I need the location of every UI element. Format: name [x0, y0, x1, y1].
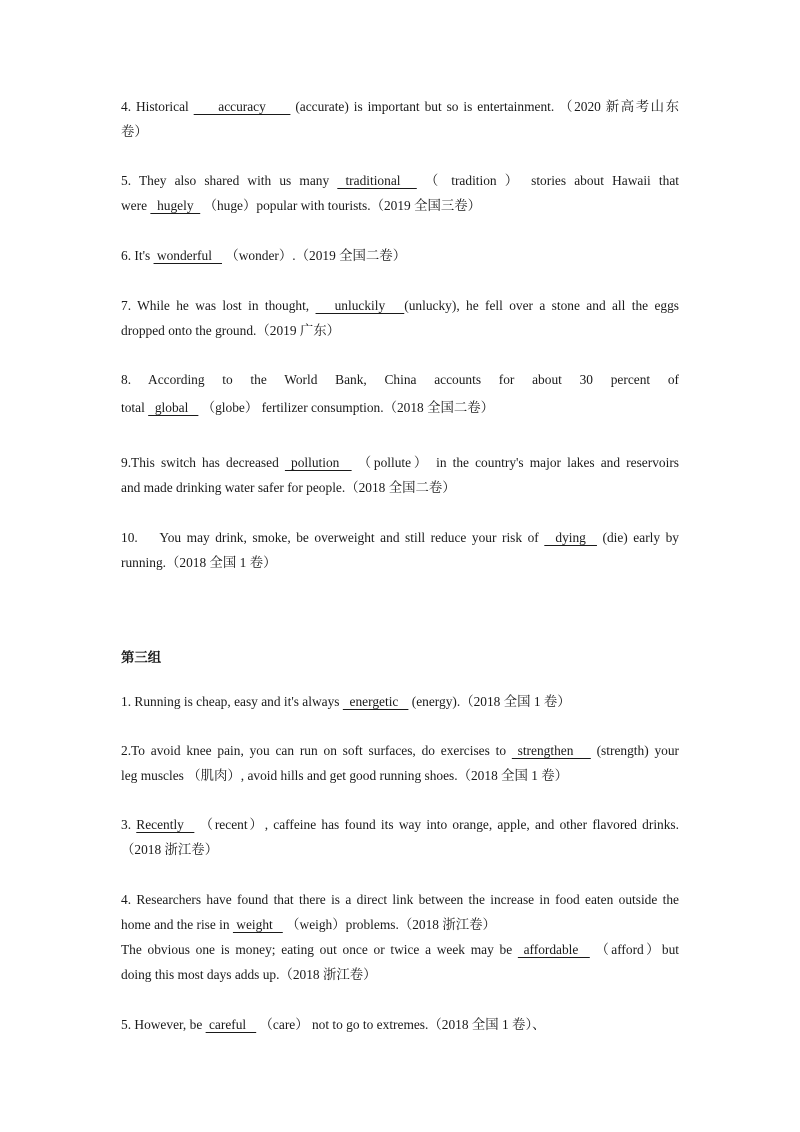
question-text: （huge）popular with tourists.（2019 全国三卷） [200, 198, 482, 213]
question-text: running.（2018 全国 1 卷） [121, 555, 277, 570]
question-text: To avoid knee pain, you can run on soft surfaces, do exercises to [131, 743, 512, 758]
question-number: 1. [121, 694, 132, 709]
question-line [121, 168, 679, 193]
question-2 [121, 738, 679, 788]
question-line [121, 450, 679, 475]
question-line [121, 243, 679, 268]
question-number: 5. [121, 173, 132, 188]
question-text: leg muscles （肌肉）, avoid hills and get good running shoes.（2018 全国 1 卷） [121, 768, 569, 783]
question-line [121, 119, 679, 144]
question-10 [121, 525, 679, 575]
question-4 [121, 94, 679, 144]
question-5 [121, 168, 679, 218]
question-number: 2. [121, 743, 132, 758]
question-text: dropped onto the ground.（2019 广东） [121, 323, 341, 338]
answer-blank: accuracy [193, 99, 291, 114]
question-text: Historical [131, 99, 194, 114]
question-line [121, 689, 679, 714]
question-number: 3. [121, 817, 132, 832]
question-text: （recent）, caffeine has found its way into orange, apple, and other flavored drinks. [194, 817, 679, 832]
question-line [121, 937, 679, 962]
question-line [121, 962, 679, 987]
question-text: Researchers have found that there is a direct link between the increase in food eaten outside the [131, 892, 679, 907]
question-line [121, 812, 679, 837]
question-text: However, be [131, 1017, 206, 1032]
question-text: （2018 浙江卷） [121, 842, 219, 857]
question-line [121, 763, 679, 788]
answer-blank: unluckily [315, 298, 405, 313]
question-text: They also shared with us many [131, 173, 338, 188]
question-text: and made drinking water safer for people.（2018 全国二卷） [121, 480, 456, 495]
question-number: 10. [121, 530, 138, 545]
question-line [121, 887, 679, 912]
question-line [121, 193, 679, 218]
answer-blank: traditional [337, 173, 417, 188]
answer-blank: careful [205, 1017, 257, 1032]
question-line [121, 94, 679, 119]
question-line [121, 738, 679, 763]
question-8 [121, 367, 679, 420]
question-4-continued [121, 937, 679, 987]
question-line [121, 395, 679, 420]
question-number: 4. [121, 99, 132, 114]
question-text: doing this most days adds up.（2018 浙江卷） [121, 967, 377, 982]
question-text: （afford）but [589, 942, 679, 957]
question-text: This switch has decreased [131, 455, 285, 470]
section-heading: 第三组 [121, 651, 162, 666]
question-text: (unlucky), he fell over a stone and all the eggs [404, 298, 679, 313]
question-text: 卷） [121, 124, 148, 139]
question-number: 9. [121, 455, 132, 470]
question-line [121, 525, 679, 550]
question-text: （pollute） in the country's major lakes and reservoirs [351, 455, 679, 470]
question-line [121, 318, 679, 343]
question-line [121, 367, 679, 392]
question-text: It's [131, 248, 154, 263]
question-4b [121, 887, 679, 937]
question-line [121, 293, 679, 318]
question-text: (energy).（2018 全国 1 卷） [408, 694, 571, 709]
question-number: 7. [121, 298, 132, 313]
question-text: were [121, 198, 151, 213]
question-text: The obvious one is money; eating out once or twice a week may be [121, 942, 518, 957]
question-1 [121, 689, 679, 714]
question-number: 4. [121, 892, 132, 907]
question-text: （ tradition ） stories about Hawaii that [416, 173, 679, 188]
question-text: (accurate) is important but so is entertainment. （2020 新高考山东 [290, 99, 680, 114]
question-line [121, 475, 679, 500]
question-text: （care） not to go to extremes.（2018 全国 1 卷）、 [256, 1017, 546, 1032]
question-number: 6. [121, 248, 132, 263]
question-text: Running is cheap, easy and it's always [131, 694, 343, 709]
question-line [121, 550, 679, 575]
question-text: (strength) your [590, 743, 679, 758]
answer-blank: global [148, 400, 199, 415]
answer-blank: Recently [136, 817, 195, 832]
question-text: While he was lost in thought, [131, 298, 316, 313]
answer-blank: hugely [150, 198, 201, 213]
question-text: home and the rise in [121, 917, 233, 932]
answer-blank: wonderful [153, 248, 222, 263]
question-line [121, 912, 679, 937]
question-3 [121, 812, 679, 862]
answer-blank: energetic [342, 694, 409, 709]
question-text: total [121, 400, 149, 415]
answer-blank: dying [544, 530, 597, 545]
question-number: 8. [121, 372, 132, 387]
question-5b [121, 1012, 679, 1037]
question-text: According to the World Bank, China accounts for about 30 percent of [131, 372, 679, 387]
question-line [121, 1012, 679, 1037]
question-line [121, 837, 679, 862]
answer-blank: weight [232, 917, 283, 932]
question-6 [121, 243, 679, 268]
question-text: （wonder）.（2019 全国二卷） [221, 248, 407, 263]
question-number: 5. [121, 1017, 132, 1032]
question-text: （globe） fertilizer consumption.（2018 全国二卷） [198, 400, 495, 415]
answer-blank: strengthen [511, 743, 591, 758]
answer-blank: pollution [284, 455, 352, 470]
question-text: （weigh）problems.（2018 浙江卷） [282, 917, 496, 932]
question-text: (die) early by [596, 530, 679, 545]
question-9 [121, 450, 679, 500]
question-7 [121, 293, 679, 343]
answer-blank: affordable [517, 942, 590, 957]
question-text: You may drink, smoke, be overweight and still reduce your risk of [137, 530, 545, 545]
